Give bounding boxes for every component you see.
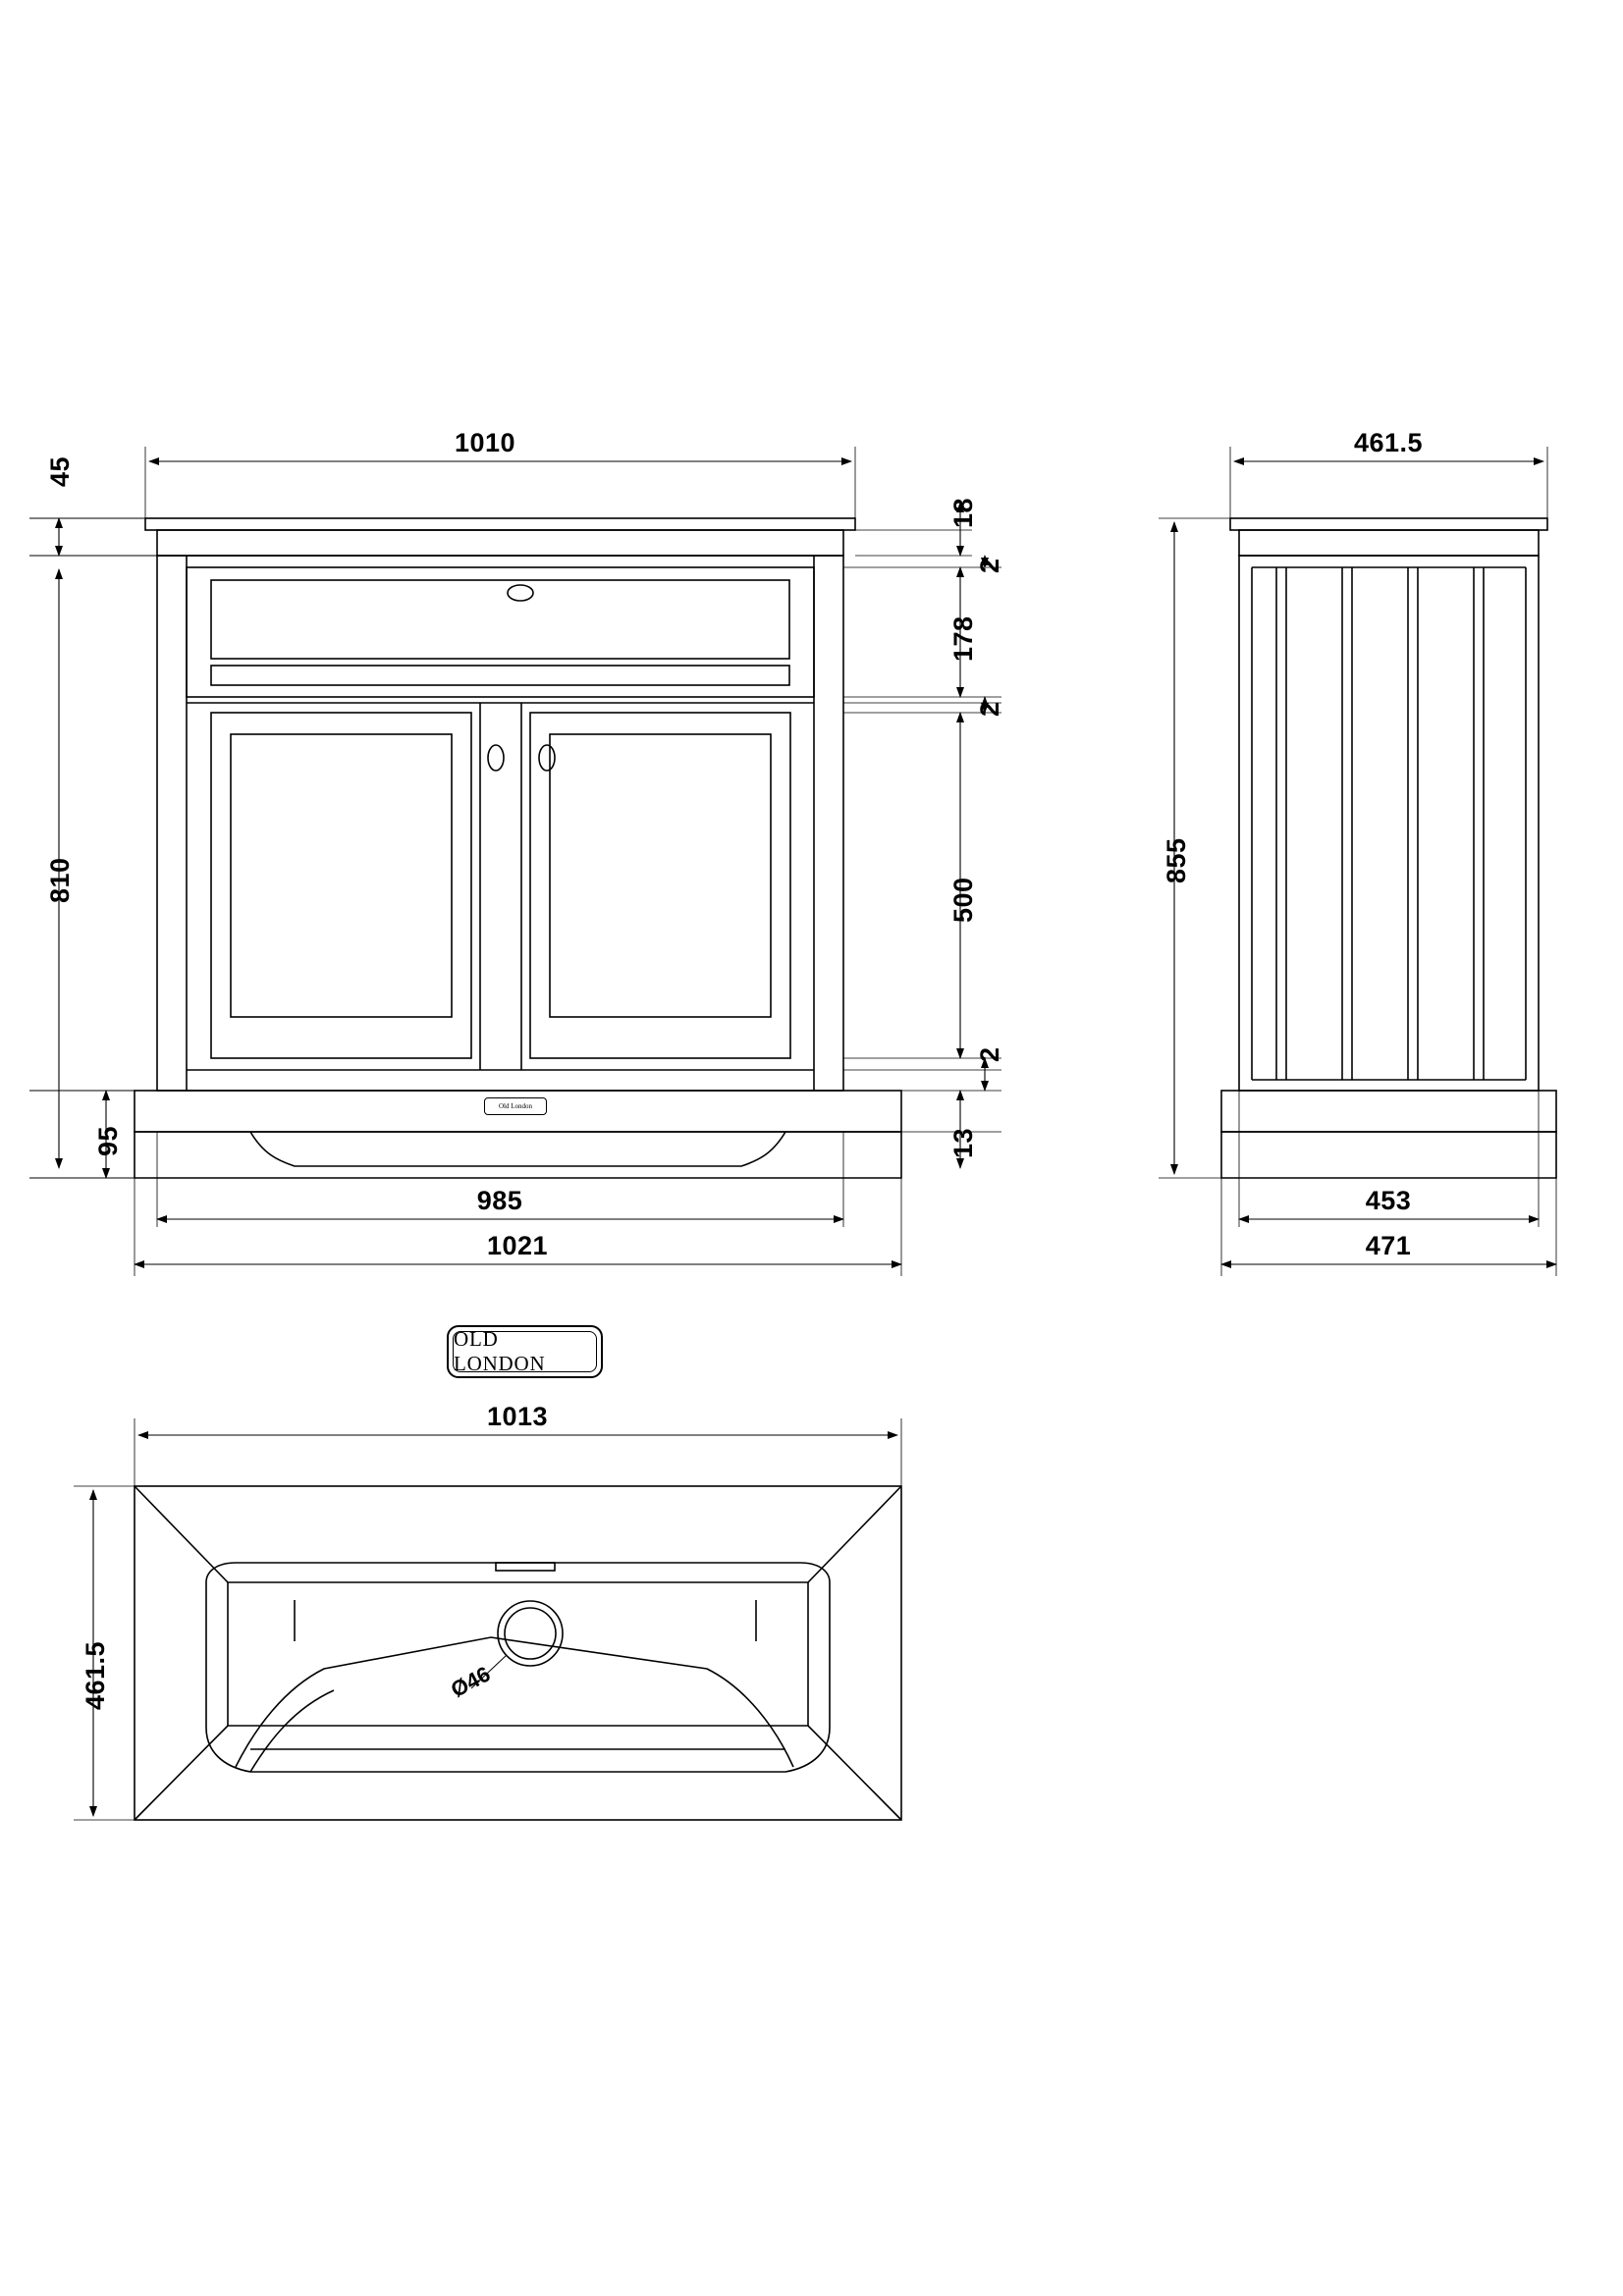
- dim-front-drawer-gap-top: 2: [975, 558, 1004, 573]
- dim-front-base-rail: 13: [948, 1127, 978, 1158]
- side-elevation-geometry: [1221, 518, 1556, 1178]
- front-elevation-geometry: [29, 518, 901, 1178]
- dim-plan-tap-hole-diameter: Ø46: [447, 1661, 495, 1703]
- dim-front-counter-overhang: 18: [948, 497, 978, 528]
- dim-front-base-width: 1021: [486, 1231, 549, 1260]
- front-extension-lines: [88, 447, 1001, 1276]
- side-extension-lines: [1159, 447, 1556, 1276]
- plan-view-geometry: [135, 1486, 901, 1820]
- dim-front-top-width: 1010: [454, 428, 516, 457]
- dim-front-drawer-height: 178: [948, 615, 978, 662]
- cabinet-plaque-text: Old London: [498, 1102, 533, 1110]
- dim-front-carcass-width: 985: [476, 1186, 523, 1215]
- dim-side-height: 855: [1162, 837, 1191, 883]
- brand-logo-text: OLD LONDON: [454, 1327, 546, 1375]
- plan-extension-lines: [74, 1418, 901, 1820]
- dim-side-top-depth: 461.5: [1353, 428, 1424, 457]
- dim-front-plinth-height: 95: [93, 1125, 123, 1156]
- dim-plan-basin-width: 1013: [486, 1402, 549, 1431]
- dim-plan-basin-depth: 461.5: [81, 1640, 110, 1710]
- cabinet-plaque: [484, 1097, 547, 1115]
- dim-side-carcass-depth: 453: [1365, 1186, 1412, 1215]
- brand-logo-border: [453, 1327, 597, 1375]
- dim-front-overall-height: 810: [45, 857, 75, 903]
- dim-side-base-depth: 471: [1365, 1231, 1412, 1260]
- dim-front-top-thickness: 45: [45, 455, 75, 487]
- plan-dimension-lines: [93, 1435, 897, 1816]
- dim-front-door-height: 500: [948, 877, 978, 923]
- dim-front-drawer-gap-bottom: 2: [975, 701, 1004, 717]
- side-dimension-lines: [1174, 461, 1556, 1264]
- brand-logo: [447, 1325, 603, 1378]
- dim-front-door-gap-bottom: 2: [975, 1046, 1004, 1062]
